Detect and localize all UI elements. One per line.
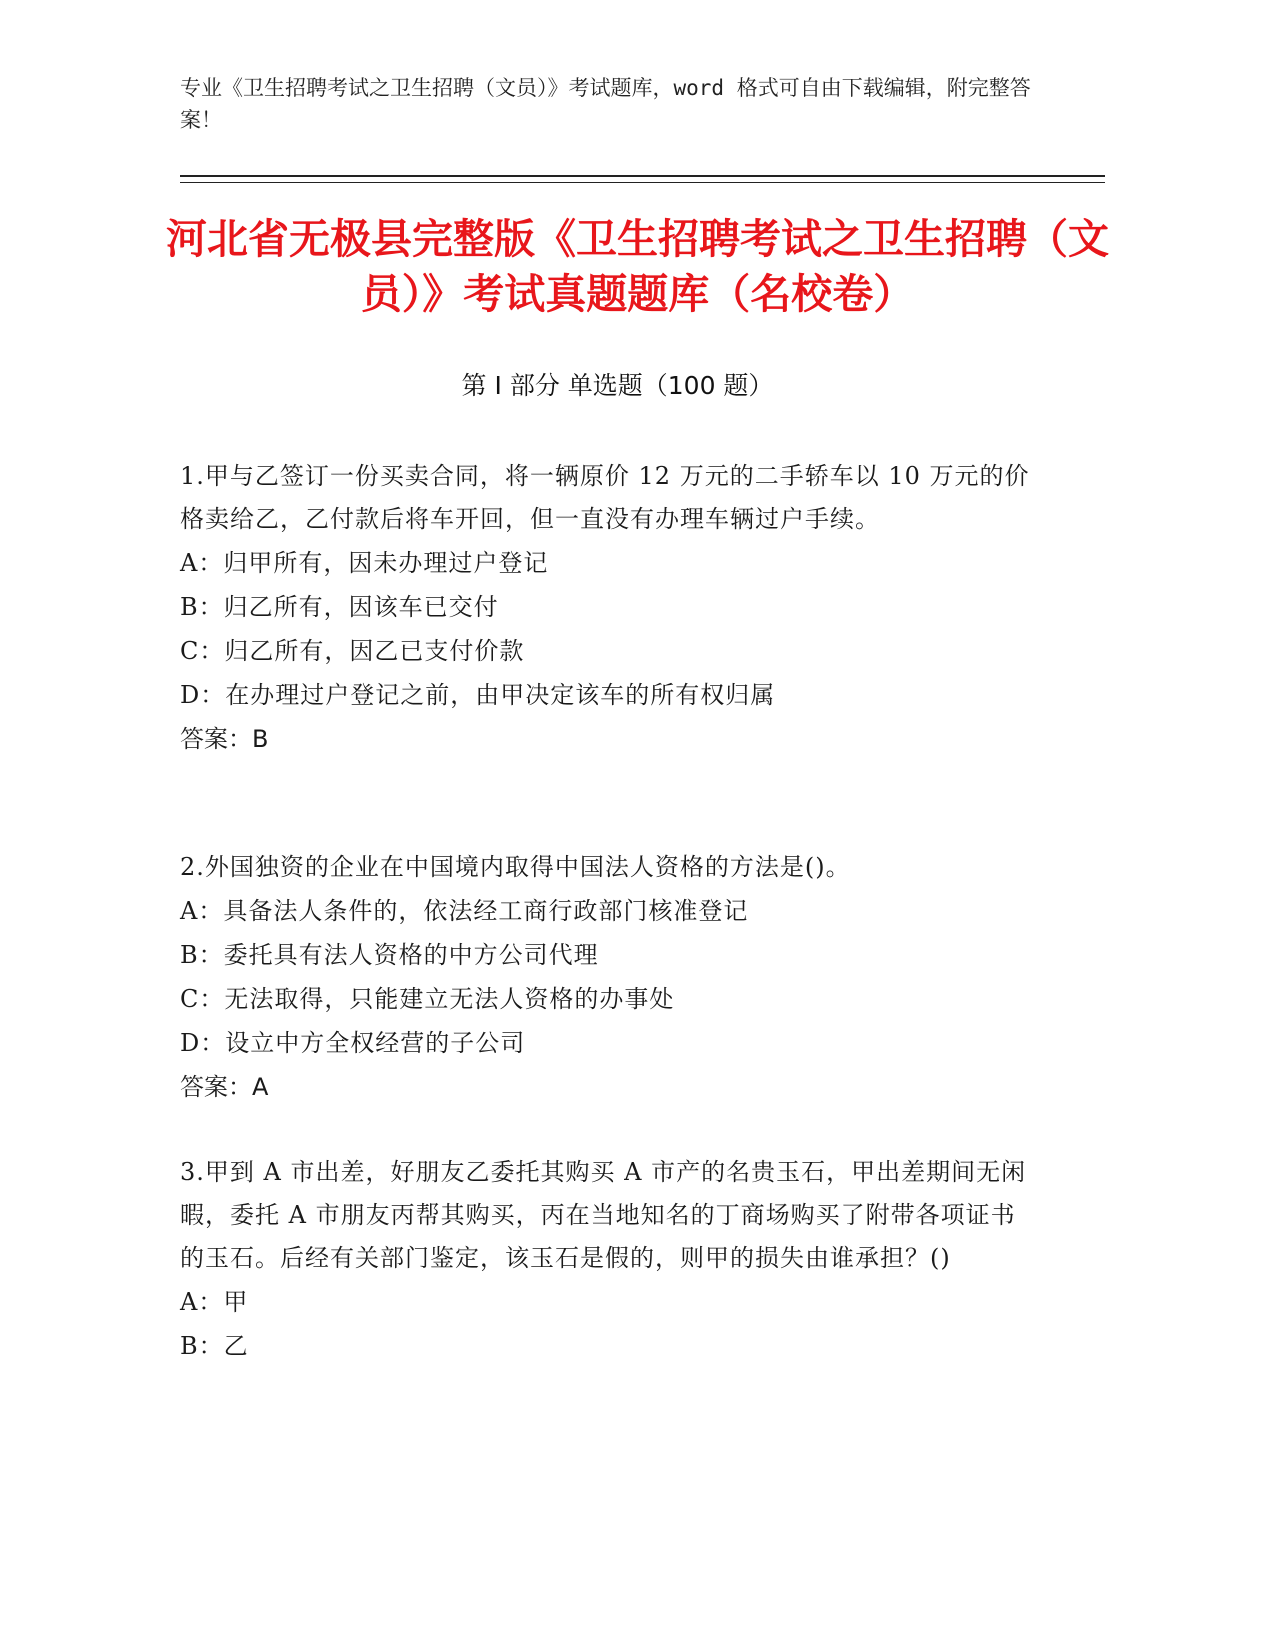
answer: 答案：B	[180, 725, 269, 753]
header-note: 专业《卫生招聘考试之卫生招聘（文员）》考试题库，word 格式可自由下载编辑，附完整答案！	[180, 76, 1031, 132]
option-d: D：在办理过户登记之前，由甲决定该车的所有权归属	[180, 681, 776, 709]
question-stem: 1.甲与乙签订一份买卖合同，将一辆原价 12 万元的二手轿车以 10 万元的价格卖给乙，乙付款后将车开回，但一直没有办理车辆过户手续。	[180, 462, 1030, 533]
header-rule-thin	[180, 182, 1105, 183]
question-3	[180, 1151, 1030, 1368]
option-b: B：委托具有法人资格的中方公司代理	[180, 941, 599, 969]
question-stem: 2.外国独资的企业在中国境内取得中国法人资格的方法是()。	[180, 853, 851, 881]
option-c: C：归乙所有，因乙已支付价款	[180, 637, 525, 665]
option-b: B：归乙所有，因该车已交付	[180, 593, 499, 621]
question-1	[180, 455, 1030, 761]
section-title: 第 I 部分 单选题（100 题）	[461, 371, 774, 400]
document-title: 河北省无极县完整版《卫生招聘考试之卫生招聘（文员）》考试真题题库（名校卷）	[166, 215, 1109, 318]
answer: 答案：A	[180, 1073, 269, 1101]
question-stem: 3.甲到 A 市出差，好朋友乙委托其购买 A 市产的名贵玉石，甲出差期间无闲暇，委托 A 市朋友丙帮其购买，丙在当地知名的丁商场购买了附带各项证书的玉石。后经有关部门鉴定，该玉石是假的，则甲的损失由谁承担？()	[180, 1158, 1027, 1272]
option-a: A：具备法人条件的，依法经工商行政部门核准登记	[180, 897, 749, 925]
question-2	[180, 846, 1030, 1109]
header-rule-thick	[180, 175, 1105, 177]
option-c: C：无法取得，只能建立无法人资格的办事处	[180, 985, 675, 1013]
option-d: D：设立中方全权经营的子公司	[180, 1029, 526, 1057]
option-a: A：甲	[180, 1288, 249, 1316]
option-b: B：乙	[180, 1332, 249, 1360]
option-a: A：归甲所有，因未办理过户登记	[180, 549, 549, 577]
